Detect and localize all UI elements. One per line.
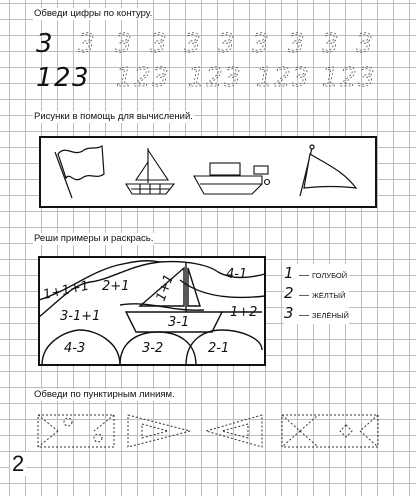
legend-color-name: ЗЕЛЁНЫЙ — [312, 311, 349, 320]
digit-trace-1[interactable]: 1 — [256, 63, 273, 93]
example-5[interactable]: 3-1+1 — [60, 309, 101, 324]
legend-color-name: ЖЁЛТЫЙ — [312, 291, 346, 300]
pattern-x-diamond[interactable] — [282, 415, 378, 447]
example-9[interactable]: 3-2 — [142, 341, 164, 356]
legend-digit: 2 — [284, 284, 294, 302]
task3-title: Реши примеры и раскрась. — [34, 233, 154, 244]
digit-trace-3[interactable]: 3 — [152, 63, 169, 93]
digit-sample-2: 2 — [54, 63, 71, 93]
pattern-triangles-right[interactable] — [128, 415, 190, 447]
task1-title: Обведи цифры по контуру. — [34, 8, 153, 19]
task2-title: Рисунки в помощь для вычислений. — [34, 111, 193, 122]
digit-trace-1[interactable]: 1 — [116, 63, 133, 93]
page-number: 2 — [12, 451, 25, 476]
digit-trace-3[interactable]: 3 — [252, 29, 269, 59]
digit-trace-3[interactable]: 3 — [356, 29, 373, 59]
digit-trace-3[interactable]: 3 — [322, 29, 339, 59]
legend-dash: — — [299, 310, 309, 321]
digit-trace-2[interactable]: 2 — [340, 63, 357, 93]
legend-digit: 3 — [284, 304, 294, 322]
example-6[interactable]: 3-1 — [168, 315, 190, 330]
example-7[interactable]: 1+2 — [230, 305, 258, 320]
legend-dash: — — [299, 290, 309, 301]
digit-trace-1[interactable]: 1 — [188, 63, 205, 93]
digit-trace-3[interactable]: 3 — [115, 29, 132, 59]
digit-trace-3[interactable]: 3 — [218, 29, 235, 59]
example-1[interactable]: 1+1+1 — [41, 278, 91, 303]
digit-sample-3: 3 — [36, 29, 53, 59]
legend-dash: — — [299, 270, 309, 281]
legend-digit: 1 — [284, 264, 294, 282]
digit-trace-2[interactable]: 2 — [274, 63, 291, 93]
digit-trace-3[interactable]: 3 — [358, 63, 375, 93]
digit-trace-3[interactable]: 3 — [184, 29, 201, 59]
digit-sample-1: 1 — [36, 63, 53, 93]
digit-trace-3[interactable]: 3 — [224, 63, 241, 93]
example-3[interactable]: 4-1 — [226, 267, 248, 282]
example-4[interactable]: 1+1 — [153, 272, 178, 304]
example-10[interactable]: 2-1 — [208, 341, 230, 356]
legend-color-name: ГОЛУБОЙ — [312, 271, 348, 280]
digit-trace-2[interactable]: 2 — [134, 63, 151, 93]
digit-trace-3[interactable]: 3 — [292, 63, 309, 93]
digit-sample-3b: 3 — [72, 63, 89, 93]
digit-trace-3[interactable]: 3 — [78, 29, 95, 59]
example-8[interactable]: 4-3 — [64, 341, 86, 356]
digit-trace-3[interactable]: 3 — [150, 29, 167, 59]
task4-title: Обведи по пунктирным линиям. — [34, 389, 175, 400]
pattern-x-circles[interactable] — [38, 415, 114, 447]
pattern-triangles-left[interactable] — [206, 415, 262, 447]
digit-trace-3[interactable]: 3 — [288, 29, 305, 59]
digit-trace-1[interactable]: 1 — [322, 63, 339, 93]
digit-trace-2[interactable]: 2 — [206, 63, 223, 93]
example-2[interactable]: 2+1 — [102, 279, 130, 294]
